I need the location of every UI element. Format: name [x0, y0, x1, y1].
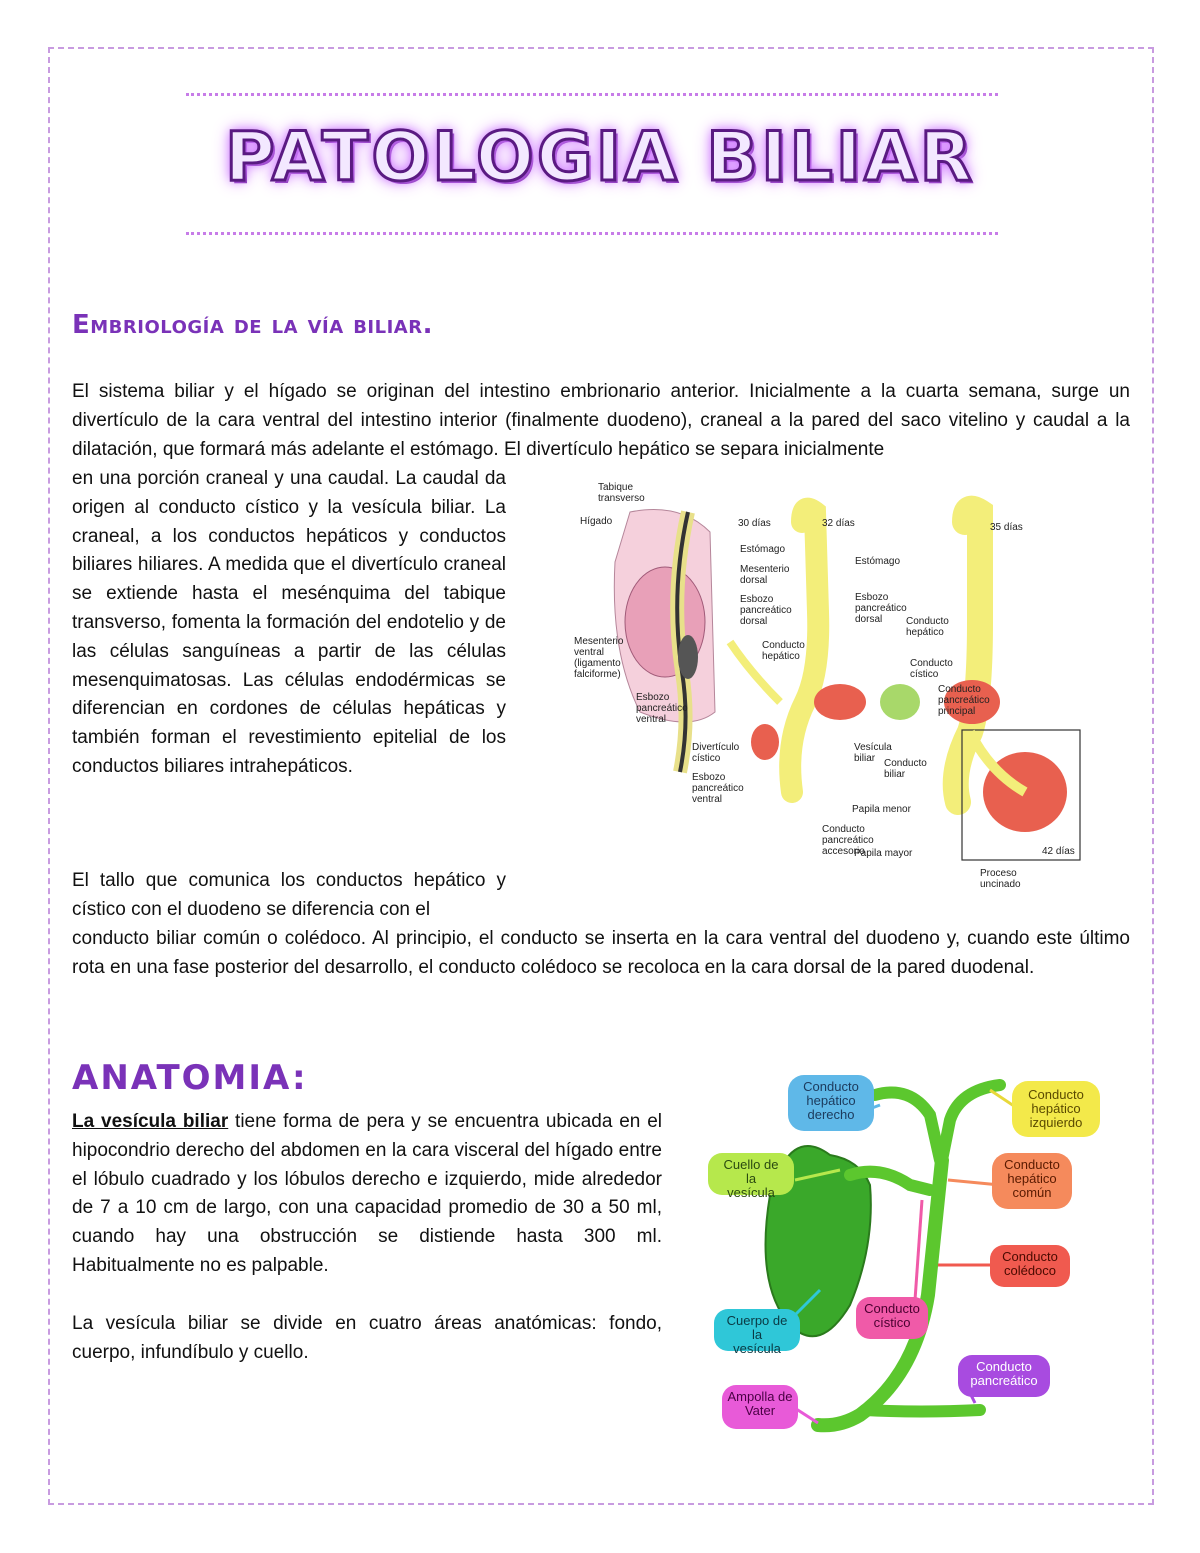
label-conducto-cistico: Conducto cístico [910, 658, 953, 680]
embryology-paragraph-intro: El sistema biliar y el hígado se originan del intestino embrionario anterior. Inicialmente a la cuarta semana, surge un divertículo de la cara ventral del intestino interior (finalmente duodeno), craneal a la pared del saco vitelino y caudal a la dilatación, que formará más adelante el estómago. El divertículo hepático se separa inicialmente [72, 381, 1130, 460]
label-esbozo-dorsal-2: Esbozo pancreático dorsal [855, 592, 907, 625]
callout-hep-der [788, 1075, 874, 1131]
gallbladder-35 [880, 684, 920, 720]
embryology-paragraph-narrow: en una porción craneal y una caudal. La caudal da origen al conducto cístico y la vesícula biliar. La craneal, a los conductos hepáticos y conductos biliares hiliares. A medida que el divertículo craneal se extiende hasta el mesénquima del tabique transverso, fomenta la formación del endotelio y de las células sanguíneas a partir de las células mesenquimatosas. Las células endodérmicas se diferencian en cordones de células hepáticas y también forman el revestimiento epitelial de los conductos biliares intrahepáticos. [72, 468, 506, 777]
callout-cuello-text: Cuello de la vesícula [723, 1157, 779, 1200]
label-pancreatico-principal: Conducto pancreático principal [938, 684, 990, 717]
callout-cistico-text: Conducto cístico [864, 1301, 920, 1330]
callout-ampolla-text: Ampolla de Vater [727, 1389, 793, 1418]
callout-hep-comun [992, 1153, 1072, 1209]
embryology-paragraph-stalk: El tallo que comunica los conductos hepático y cístico con el duodeno se diferencia con el [72, 870, 506, 920]
vesicula-term: La vesícula biliar [72, 1111, 229, 1132]
anatomy-paragraph [72, 1108, 662, 1281]
label-diverticulo: Divertículo cístico [692, 742, 740, 764]
label-mesenterio-ventral: Mesenterio ventral (ligamento falciforme) [574, 636, 624, 680]
anatomy-paragraph-areas: La vesícula biliar se divide en cuatro áreas anatómicas: fondo, cuerpo, infundíbulo y cuello. [72, 1313, 662, 1363]
title-rule-top [186, 93, 998, 96]
label-tabique: Tabique transverso [598, 482, 645, 504]
embryology-heading: Embriología de la vía biliar. [72, 310, 433, 340]
gut-cavity [678, 635, 698, 679]
callout-hep-izq-text: Conducto hepático izquierdo [1028, 1087, 1084, 1130]
biliary-figure [700, 1065, 1120, 1455]
label-esbozo-ventral-2: Esbozo pancreático ventral [692, 772, 744, 805]
left-hepatic-duct [942, 1085, 1000, 1160]
stomach-35 [956, 509, 980, 802]
anatomy-paragraph-rest: tiene forma de pera y se encuentra ubicada en el hipocondrio derecho del abdomen en la cara visceral del hígado entre el lóbulo cuadrado y los lóbulos derecho e izquierdo, mide alrededor de 7 a 10 cm de largo, con una capacidad promedio de 30 a 50 ml, cuando hay una obstrucción se distiende hasta 300 ml. Habitualmente no es palpable. [72, 1111, 662, 1276]
title-rule-bottom [186, 232, 998, 235]
leader-cistico [915, 1200, 922, 1300]
callout-pancreatico-text: Conducto pancreático [970, 1359, 1038, 1388]
callout-pancreatico [958, 1355, 1050, 1397]
callout-cuello [708, 1153, 794, 1200]
label-conducto-biliar: Conducto biliar [884, 758, 927, 780]
pancreas-ventral-32 [751, 724, 779, 760]
label-conducto-hepatico-2: Conducto hepático [906, 616, 949, 638]
label-esbozo-ventral-1: Esbozo pancreático ventral [636, 692, 688, 725]
embryology-paragraph-coledoco: conducto biliar común o colédoco. Al principio, el conducto se inserta en la cara ventral del duodeno y, cuando este último rota en una fase posterior del desarrollo, el conducto colédoco se recoloca en la cara dorsal de la pared duodenal. [72, 928, 1130, 978]
label-higado: Hígado [580, 516, 613, 527]
callout-coledoco [990, 1245, 1070, 1287]
callout-hep-izq [1012, 1081, 1100, 1137]
pancreatic-duct [865, 1410, 980, 1412]
label-conducto-hepatico-1: Conducto hepático [762, 640, 805, 662]
label-32dias: 32 días [822, 518, 855, 529]
label-esbozo-dorsal-1: Esbozo pancreático dorsal [740, 594, 792, 627]
callout-hep-comun-text: Conducto hepático común [1004, 1157, 1060, 1200]
label-papila-mayor: Papila mayor [854, 848, 913, 859]
label-estomago-2: Estómago [855, 556, 901, 567]
label-proceso-uncinado: Proceso uncinado [980, 868, 1021, 890]
callout-cuerpo-text: Cuerpo de la vesícula [726, 1313, 788, 1356]
label-conducto-accesorio: Conducto pancreático accesorio [822, 824, 874, 857]
page-title: PATOLOGIA BILIAR [224, 118, 975, 197]
callout-cistico [856, 1297, 928, 1339]
callout-ampolla [722, 1385, 798, 1429]
anatomy-heading: ANATOMIA: [72, 1058, 308, 1098]
label-estomago-1: Estómago [740, 544, 786, 555]
label-papila-menor: Papila menor [852, 804, 911, 815]
embryology-figure [570, 472, 1090, 892]
label-vesicula: Vesícula biliar [854, 742, 892, 764]
callout-hep-der-text: Conducto hepático derecho [803, 1079, 859, 1122]
label-30dias: 30 días [738, 518, 771, 529]
callout-coledoco-text: Conducto colédoco [1002, 1249, 1058, 1278]
callout-cuerpo [714, 1309, 800, 1356]
label-mesenterio-dorsal: Mesenterio dorsal [740, 564, 790, 586]
label-42dias: 42 días [1042, 846, 1075, 857]
pancreas-dorsal-32 [814, 684, 866, 720]
right-hepatic-duct [875, 1093, 940, 1161]
label-35dias: 35 días [990, 522, 1023, 533]
